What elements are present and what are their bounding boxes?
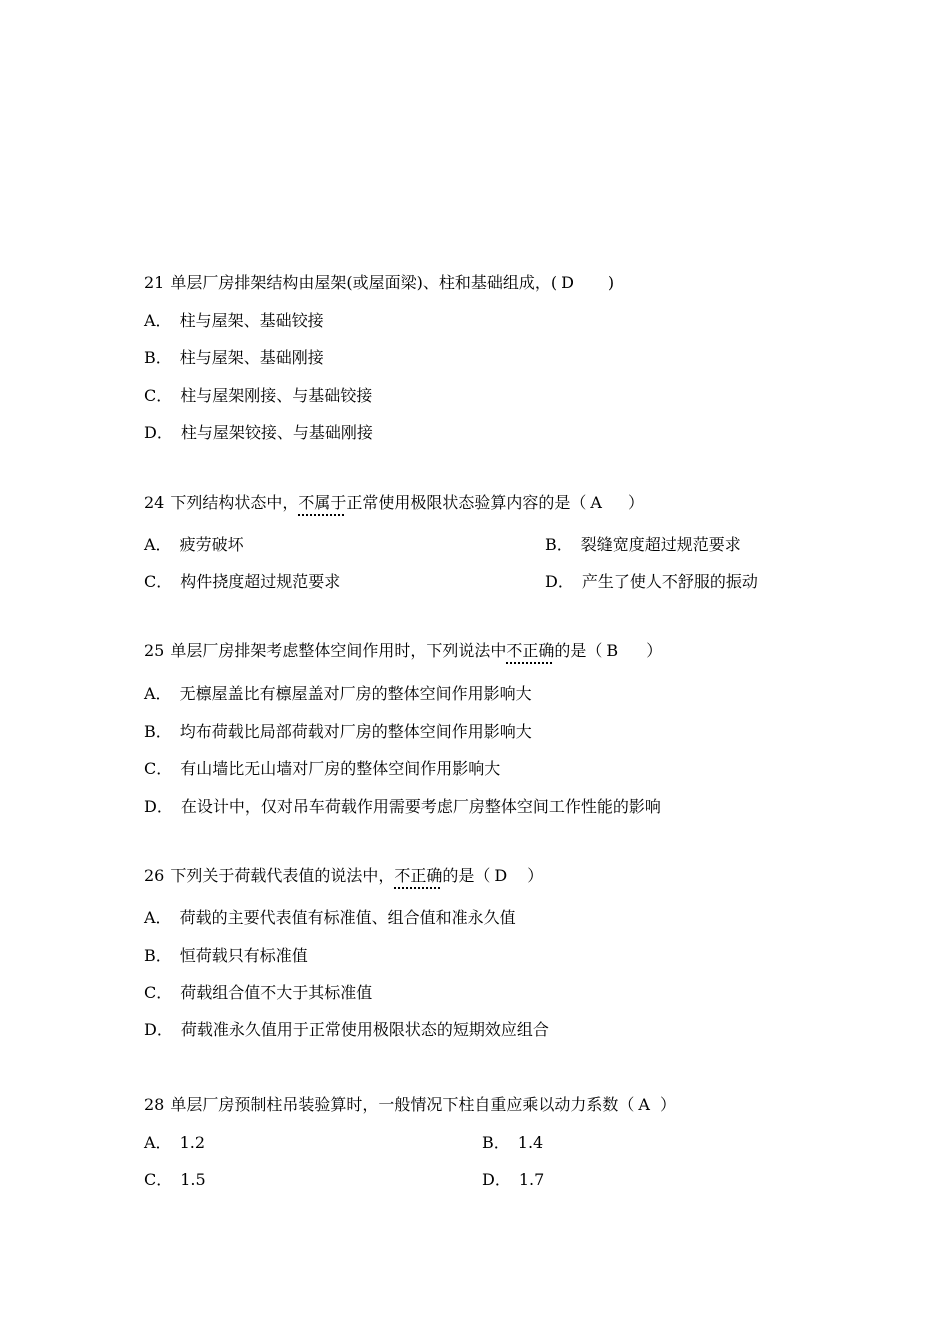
- question-text: 单层厂房排架结构由屋架(或屋面梁)、柱和基础组成，(: [170, 273, 558, 292]
- answer-paren-open: （: [570, 493, 587, 512]
- question-21-option-d: [144, 422, 373, 444]
- option-label: C．: [144, 983, 173, 1002]
- option-label: D．: [545, 572, 574, 591]
- option-label: C．: [144, 386, 173, 405]
- option-text: 无檩屋盖比有檩屋盖对厂房的整体空间作用影响大: [179, 684, 532, 703]
- option-text: 1.2: [179, 1133, 206, 1152]
- question-21-option-b: [144, 347, 324, 369]
- question-24-option-a: [144, 534, 244, 556]
- question-25-option-c: [144, 758, 500, 780]
- question-text: 下列结构状态中，: [170, 493, 299, 512]
- answer-letter: D: [561, 273, 574, 292]
- question-24-stem: [144, 492, 644, 514]
- question-21-option-c: [144, 385, 372, 407]
- option-label: A．: [144, 908, 172, 927]
- option-text: 构件挠度超过规范要求: [180, 572, 341, 591]
- question-21-option-a: [144, 310, 324, 332]
- option-label: A．: [144, 311, 172, 330]
- option-label: D．: [144, 797, 173, 816]
- option-label: B．: [144, 946, 172, 965]
- option-label: B．: [482, 1133, 510, 1152]
- question-number: 21: [144, 273, 165, 292]
- question-text: 单层厂房排架考虑整体空间作用时，下列说法中: [170, 641, 507, 660]
- answer-letter: D: [494, 866, 508, 885]
- answer-letter: B: [606, 641, 619, 660]
- option-label: C．: [144, 1170, 173, 1189]
- option-text: 柱与屋架刚接、与基础铰接: [180, 386, 373, 405]
- option-label: C．: [144, 759, 173, 778]
- answer-paren-close: ): [607, 273, 615, 292]
- question-number: 25: [144, 641, 165, 660]
- option-text: 荷载的主要代表值有标准值、组合值和准永久值: [179, 908, 516, 927]
- question-25-option-d: [144, 796, 661, 818]
- option-label: B．: [545, 535, 573, 554]
- option-label: C．: [144, 572, 173, 591]
- option-text: 1.7: [518, 1170, 545, 1189]
- question-25-option-b: [144, 721, 532, 743]
- emphasized-text: 不正确: [506, 641, 555, 660]
- option-text: 荷载准永久值用于正常使用极限状态的短期效应组合: [180, 1020, 549, 1039]
- answer-paren-open: （: [474, 866, 491, 885]
- question-26-option-c: [144, 982, 372, 1004]
- option-text: 1.4: [517, 1133, 544, 1152]
- question-26-option-a: [144, 907, 516, 929]
- question-26-option-d: [144, 1019, 549, 1041]
- emphasized-text: 不属于: [298, 493, 347, 512]
- question-text-rest: 的是: [554, 641, 587, 660]
- question-25-stem: [144, 640, 662, 662]
- option-text: 1.5: [180, 1170, 206, 1189]
- option-text: 有山墙比无山墙对厂房的整体空间作用影响大: [180, 759, 501, 778]
- option-text: 荷载组合值不大于其标准值: [180, 983, 373, 1002]
- answer-letter: A: [638, 1095, 650, 1114]
- option-text: 柱与屋架、基础铰接: [179, 311, 324, 330]
- option-label: A．: [144, 1133, 172, 1152]
- question-number: 26: [144, 866, 165, 885]
- question-26-option-b: [144, 945, 308, 967]
- option-text: 在设计中，仅对吊车荷载作用需要考虑厂房整体空间工作性能的影响: [180, 797, 661, 816]
- question-28-option-c: [144, 1169, 206, 1191]
- answer-paren-close: ）: [646, 641, 663, 660]
- question-21-stem: [144, 272, 614, 294]
- option-label: B．: [144, 348, 172, 367]
- option-label: D．: [144, 423, 173, 442]
- question-28-stem: [144, 1094, 676, 1116]
- question-text-rest: 正常使用极限状态验算内容的是: [346, 493, 571, 512]
- answer-letter: A: [590, 493, 602, 512]
- option-label: D．: [144, 1020, 173, 1039]
- question-28-option-d: [482, 1169, 544, 1191]
- option-label: D．: [482, 1170, 511, 1189]
- question-26-stem: [144, 865, 543, 887]
- option-label: B．: [144, 722, 172, 741]
- option-text: 柱与屋架、基础刚接: [179, 348, 324, 367]
- question-28-option-a: [144, 1132, 205, 1154]
- question-text: 下列关于荷载代表值的说法中，: [170, 866, 395, 885]
- answer-paren-close: ）: [659, 1095, 676, 1114]
- question-number: 28: [144, 1095, 165, 1114]
- question-25-option-a: [144, 683, 532, 705]
- option-label: A．: [144, 684, 172, 703]
- option-label: A．: [144, 535, 172, 554]
- question-24-option-d: [545, 571, 758, 593]
- option-text: 柱与屋架铰接、与基础刚接: [180, 423, 373, 442]
- question-28-option-b: [482, 1132, 543, 1154]
- question-text: 单层厂房预制柱吊装验算时，一般情况下柱自重应乘以动力系数: [170, 1095, 619, 1114]
- question-24-option-c: [144, 571, 340, 593]
- option-text: 裂缝宽度超过规范要求: [580, 535, 741, 554]
- answer-paren-close: ）: [627, 493, 644, 512]
- question-number: 24: [144, 493, 165, 512]
- question-24-option-b: [545, 534, 741, 556]
- option-text: 疲劳破坏: [179, 535, 244, 554]
- option-text: 均布荷载比局部荷载对厂房的整体空间作用影响大: [179, 722, 532, 741]
- answer-paren-open: （: [586, 641, 603, 660]
- option-text: 产生了使人不舒服的振动: [581, 572, 758, 591]
- question-text-rest: 的是: [442, 866, 475, 885]
- option-text: 恒荷载只有标准值: [179, 946, 308, 965]
- answer-paren-close: ）: [527, 866, 544, 885]
- emphasized-text: 不正确: [394, 866, 443, 885]
- answer-paren-open: （: [618, 1095, 635, 1114]
